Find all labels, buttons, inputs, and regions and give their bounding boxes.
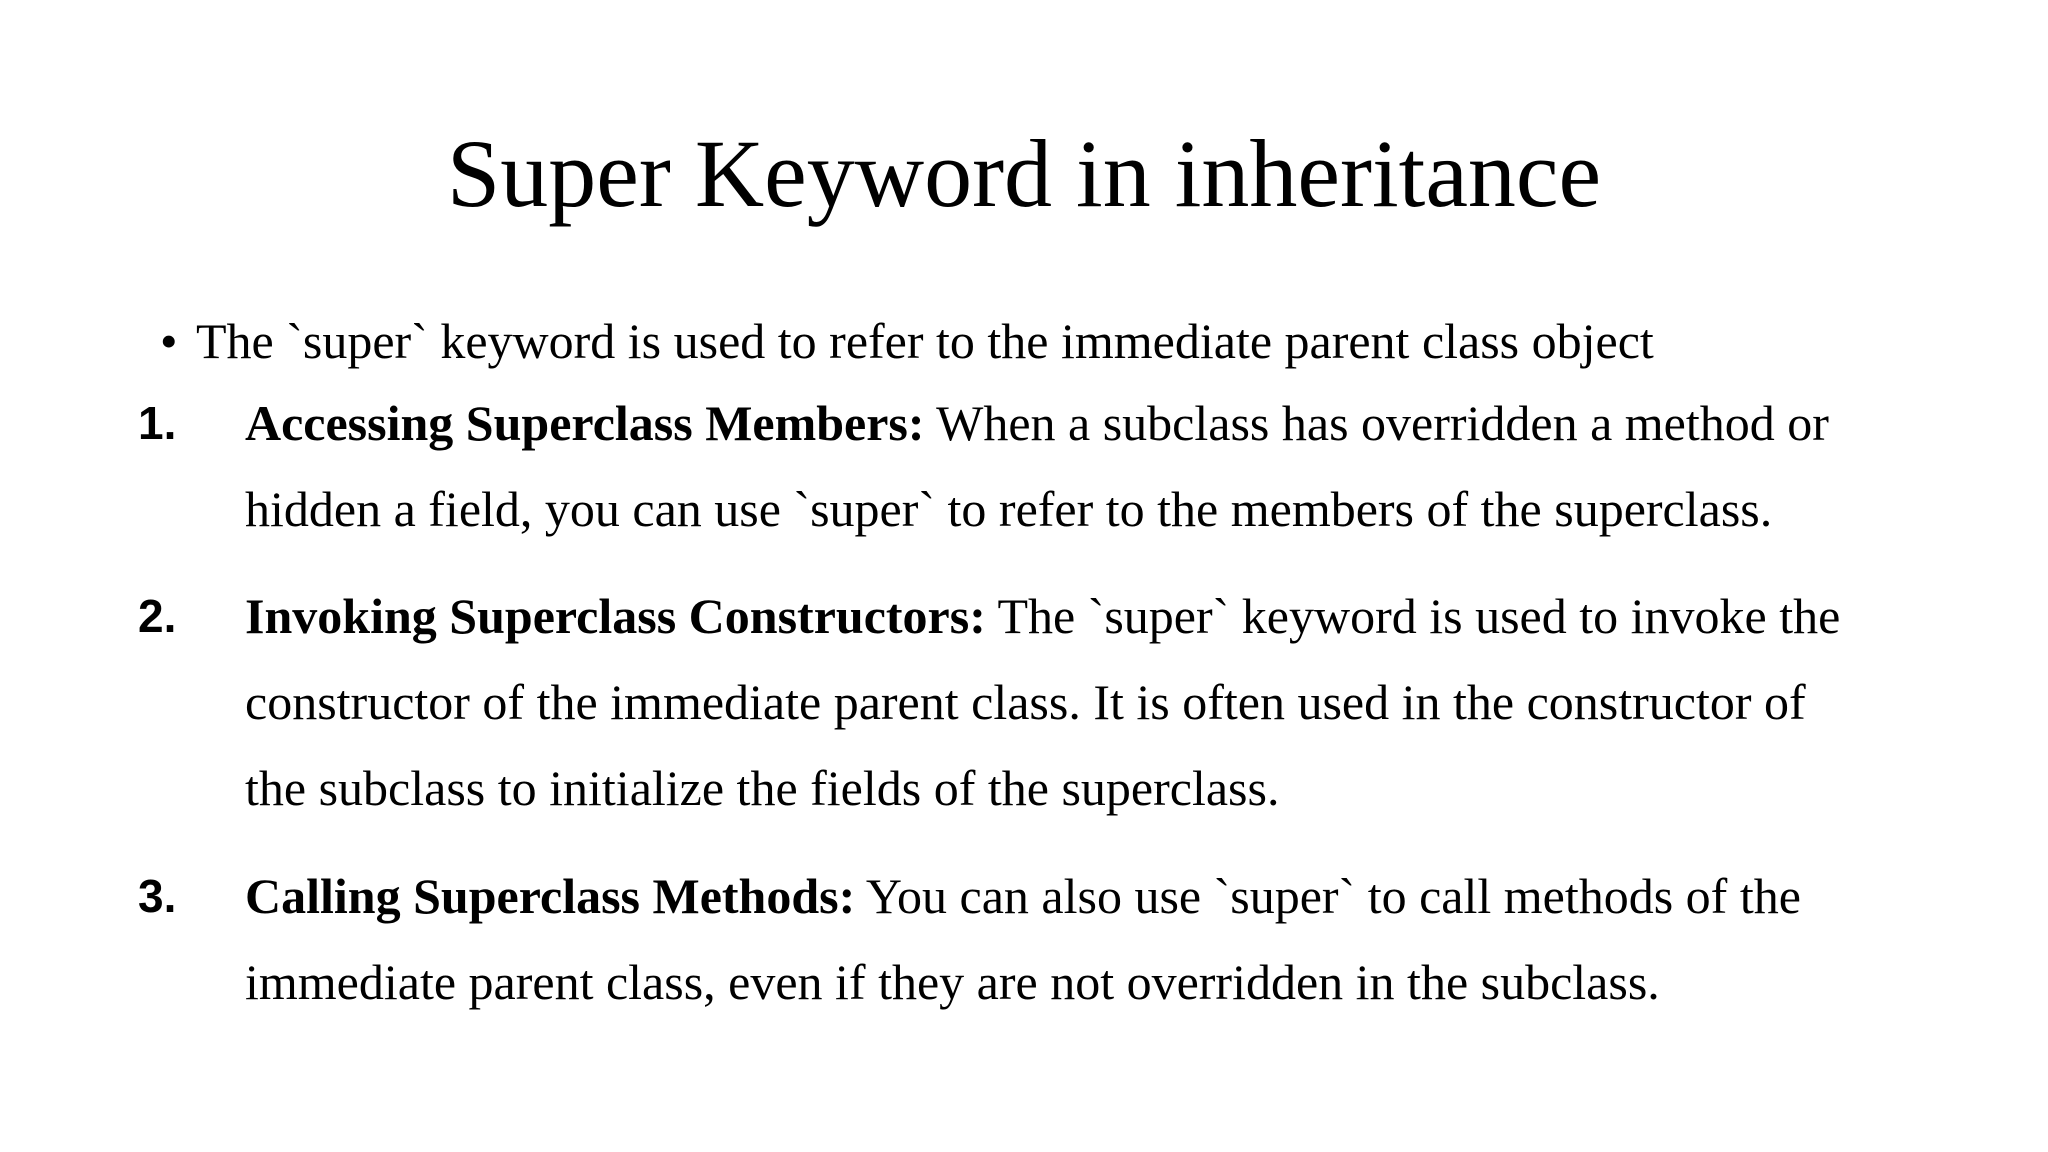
list-item-line: [245, 853, 2035, 939]
list-item-text: [245, 573, 2035, 831]
slide-title: Super Keyword in inheritance: [446, 120, 1602, 227]
list-item-number: 3.: [138, 870, 177, 922]
list-item-body: You can also use `super` to call methods of the: [855, 868, 1801, 924]
list-item-line: the subclass to initialize the fields of the superclass.: [245, 760, 1280, 816]
list-item-number: 2.: [138, 590, 177, 642]
list-item-line: constructor of the immediate parent class. It is often used in the constructor of: [245, 674, 1806, 730]
list-item-number: 1.: [138, 397, 177, 449]
list-item-heading: Calling Superclass Methods:: [245, 868, 856, 924]
list-item-text: [245, 853, 2035, 1025]
list-item-text: [245, 380, 2035, 552]
list-item-line: [245, 380, 2035, 466]
list-item-line: immediate parent class, even if they are not overridden in the subclass.: [245, 954, 1660, 1010]
list-item-heading: Accessing Superclass Members:: [245, 395, 925, 451]
bullet-icon: •: [160, 313, 178, 369]
list-item-body: When a subclass has overridden a method or: [924, 395, 1829, 451]
list-item-heading: Invoking Superclass Constructors:: [245, 588, 986, 644]
list-item-line: [245, 573, 2035, 659]
bullet-text: The `super` keyword is used to refer to the immediate parent class object: [196, 313, 1654, 369]
list-item-body: The `super` keyword is used to invoke the: [985, 588, 1841, 644]
bullet-point: [160, 308, 1654, 374]
list-item-line: hidden a field, you can use `super` to refer to the members of the superclass.: [245, 481, 1773, 537]
